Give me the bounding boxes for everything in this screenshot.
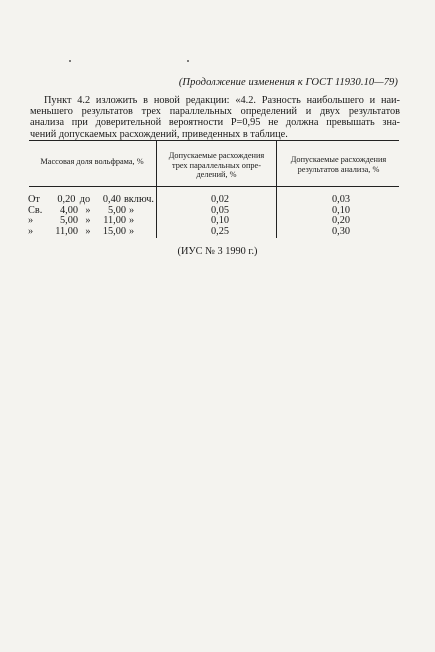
- range-to: 15,00: [102, 225, 126, 237]
- range-suffix: »: [129, 225, 135, 237]
- table-row: [28, 216, 154, 227]
- range-to: 0,40: [102, 194, 121, 205]
- header-line: Допускаемые расхождения: [168, 151, 265, 160]
- header-line: Допускаемые расхождения: [290, 155, 387, 164]
- table-row: [28, 206, 154, 217]
- range-prefix: »: [28, 225, 34, 237]
- table-cell: 0,20: [331, 215, 351, 227]
- analysis-tolerance-column: [291, 195, 391, 237]
- header-line: делений, %: [196, 170, 237, 180]
- amendment-paragraph: [30, 95, 400, 140]
- range-to: 11,00: [103, 215, 126, 227]
- table-cell: 0,03: [331, 194, 351, 205]
- table-cell: 0,10: [210, 215, 230, 227]
- table-cell: 0,05: [210, 204, 230, 216]
- scan-speck: [187, 60, 189, 62]
- table-cell: 0,25: [210, 225, 230, 237]
- scan-speck: [69, 60, 71, 62]
- continuation-header: (Продолжение изменения к ГОСТ 11930.10—79): [178, 77, 398, 88]
- header-line: трех параллельных опре-: [171, 160, 261, 170]
- parallel-tolerance-column: [170, 195, 270, 237]
- column-header-analysis: [277, 155, 400, 174]
- range-from: 5,00: [59, 215, 78, 227]
- paragraph-line: анализа при доверительной вероятности Р=0,95 не должна превышать зна-: [30, 117, 400, 129]
- column-header-parallel: [157, 151, 276, 180]
- table-header-rule: [29, 186, 399, 187]
- range-from: 4,00: [59, 204, 78, 216]
- range-from: 11,00: [55, 225, 78, 237]
- paragraph-line: меньшего результатов трех параллельных определений и двух результатов: [30, 106, 400, 118]
- header-line: результатов анализа, %: [297, 164, 380, 174]
- table-cell: 0,30: [331, 225, 351, 237]
- range-suffix: включ.: [123, 194, 154, 205]
- range-prefix: От: [28, 194, 40, 205]
- tungsten-range-column: [28, 195, 154, 237]
- range-separator: »: [85, 204, 91, 216]
- range-prefix: Св.: [28, 204, 43, 216]
- range-from: 0,20: [57, 194, 76, 205]
- paragraph-line: чений допускаемых расхождений, приведенных в таблице.: [30, 128, 288, 140]
- table-top-rule: [29, 140, 399, 141]
- table-row: [28, 195, 154, 206]
- range-to: 5,00: [107, 204, 126, 216]
- ius-reference: (ИУС № 3 1990 г.): [177, 246, 258, 257]
- table-cell: 0,02: [210, 194, 230, 205]
- range-separator: »: [85, 225, 91, 237]
- range-suffix: »: [129, 215, 135, 227]
- table-cell: 0,10: [331, 204, 351, 216]
- range-separator: »: [85, 215, 91, 227]
- column-header-tungsten: Массовая доля вольфрама, %: [40, 157, 144, 166]
- paragraph-line: Пункт 4.2 изложить в новой редакции: «4.2. Разность наибольшего и наи-: [44, 95, 400, 106]
- table-row: [28, 227, 154, 238]
- range-prefix: »: [28, 215, 34, 227]
- range-suffix: »: [129, 204, 135, 216]
- range-separator: до: [79, 194, 91, 205]
